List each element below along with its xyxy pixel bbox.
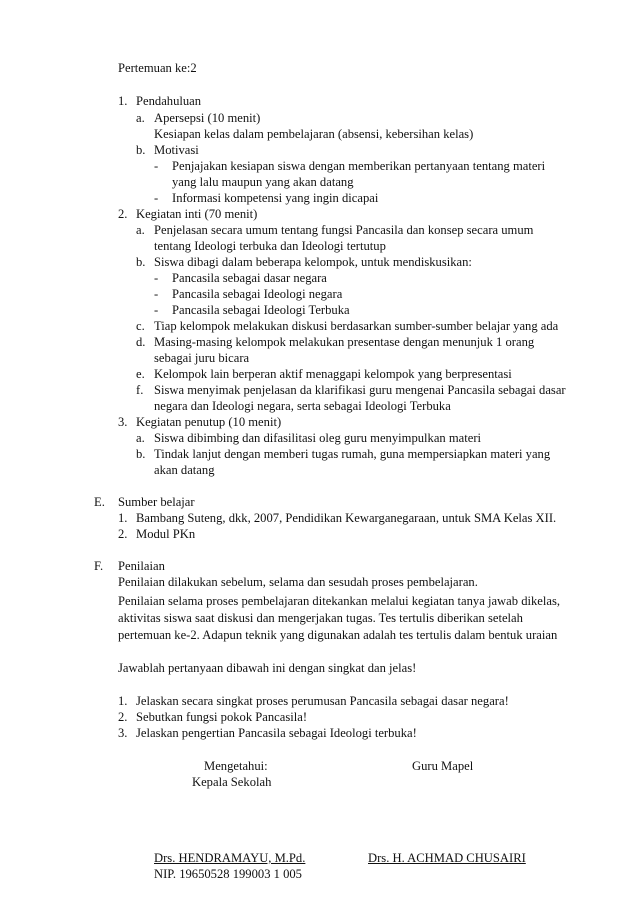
dash-bullet: - [154,271,159,285]
principal-name: Drs. HENDRAMAYU, M.Pd. [154,851,306,865]
section-heading: Kegiatan penutup (10 menit) [136,415,282,429]
list-number: 1. [118,694,128,708]
text-line: Penilaian dilakukan sebelum, selama dan sesudah proses pembelajaran. [118,575,478,589]
text-line: Siswa dibimbing dan difasilitasi oleg guru menyimpulkan materi [154,431,482,445]
paragraph-line: aktivitas siswa saat diskusi dan mengerjakan tugas. Tes tertulis diberikan setelah [118,611,523,625]
dash-bullet: - [154,287,159,301]
text-line: Tiap kelompok melakukan diskusi berdasarkan sumber-sumber belajar yang ada [154,319,559,333]
dash-bullet: - [154,159,159,173]
section-letter: E. [94,495,105,509]
text-line: Tindak lanjut dengan memberi tugas rumah, guna mempersiapkan materi yang [154,447,551,461]
meeting-title: Pertemuan ke:2 [118,61,197,75]
list-item: Bambang Suteng, dkk, 2007, Pendidikan Kewarganegaraan, untuk SMA Kelas XII. [136,511,557,525]
section-heading: Pendahuluan [136,94,202,108]
list-item: Pancasila sebagai Ideologi Terbuka [172,303,350,317]
principal-title: Kepala Sekolah [192,775,272,789]
list-letter: b. [136,447,146,461]
question-item: Sebutkan fungsi pokok Pancasila! [136,710,308,724]
text-line: Informasi kompetensi yang ingin dicapai [172,191,379,205]
list-item: Pancasila sebagai Ideologi negara [172,287,343,301]
mengetahui-label: Mengetahui: [204,759,268,773]
section-heading: Penilaian [118,559,165,573]
list-number: 2. [118,207,128,221]
instruction-text: Jawablah pertanyaan dibawah ini dengan singkat dan jelas! [118,661,417,675]
text-line: Penjelasan secara umum tentang fungsi Pancasila dan konsep secara umum [154,223,534,237]
list-letter: e. [136,367,145,381]
paragraph-line: pertemuan ke-2. Adapun teknik yang digunakan adalah tes tertulis dalam bentuk uraian [118,628,558,642]
section-letter: F. [94,559,104,573]
text-line: Masing-masing kelompok melakukan presentase dengan menunjuk 1 orang [154,335,535,349]
list-number: 1. [118,511,128,525]
teacher-title: Guru Mapel [412,759,474,773]
text-line: Kelompok lain berperan aktif menaggapi kelompok yang berpresentasi [154,367,512,381]
text-line: negara dan Ideologi negara, serta sebagai Ideologi Terbuka [154,399,451,413]
list-letter: f. [136,383,144,397]
text-line: Kesiapan kelas dalam pembelajaran (absensi, kebersihan kelas) [154,127,474,141]
list-number: 1. [118,94,128,108]
question-item: Jelaskan secara singkat proses perumusan Pancasila sebagai dasar negara! [136,694,509,708]
text-line: tentang Ideologi terbuka dan Ideologi tertutup [154,239,386,253]
principal-nip: NIP. 19650528 199003 1 005 [154,867,302,881]
paragraph-line: Penilaian selama proses pembelajaran ditekankan melalui kegiatan tanya jawab dikelas, [118,594,561,608]
list-number: 3. [118,415,128,429]
question-item: Jelaskan pengertian Pancasila sebagai Ideologi terbuka! [136,726,417,740]
list-letter: a. [136,111,145,125]
section-heading: Sumber belajar [118,495,195,509]
dash-bullet: - [154,191,159,205]
list-letter: a. [136,223,145,237]
list-number: 2. [118,527,128,541]
text-line: sebagai juru bicara [154,351,250,365]
list-number: 2. [118,710,128,724]
text-line: akan datang [154,463,215,477]
list-letter: b. [136,143,146,157]
list-item: Pancasila sebagai dasar negara [172,271,327,285]
list-number: 3. [118,726,128,740]
sub-heading: Apersepsi (10 menit) [154,111,261,125]
text-line: Siswa menyimak penjelasan da klarifikasi guru mengenai Pancasila sebagai dasar [154,383,566,397]
text-line: Penjajakan kesiapan siswa dengan memberikan pertanyaan tentang materi [172,159,546,173]
sub-heading: Motivasi [154,143,199,157]
dash-bullet: - [154,303,159,317]
list-letter: b. [136,255,146,269]
text-line: Siswa dibagi dalam beberapa kelompok, untuk mendiskusikan: [154,255,472,269]
teacher-name: Drs. H. ACHMAD CHUSAIRI [368,851,526,865]
list-letter: c. [136,319,145,333]
text-line: yang lalu maupun yang akan datang [172,175,354,189]
section-heading: Kegiatan inti (70 menit) [136,207,258,221]
list-letter: d. [136,335,146,349]
list-item: Modul PKn [136,527,196,541]
list-letter: a. [136,431,145,445]
